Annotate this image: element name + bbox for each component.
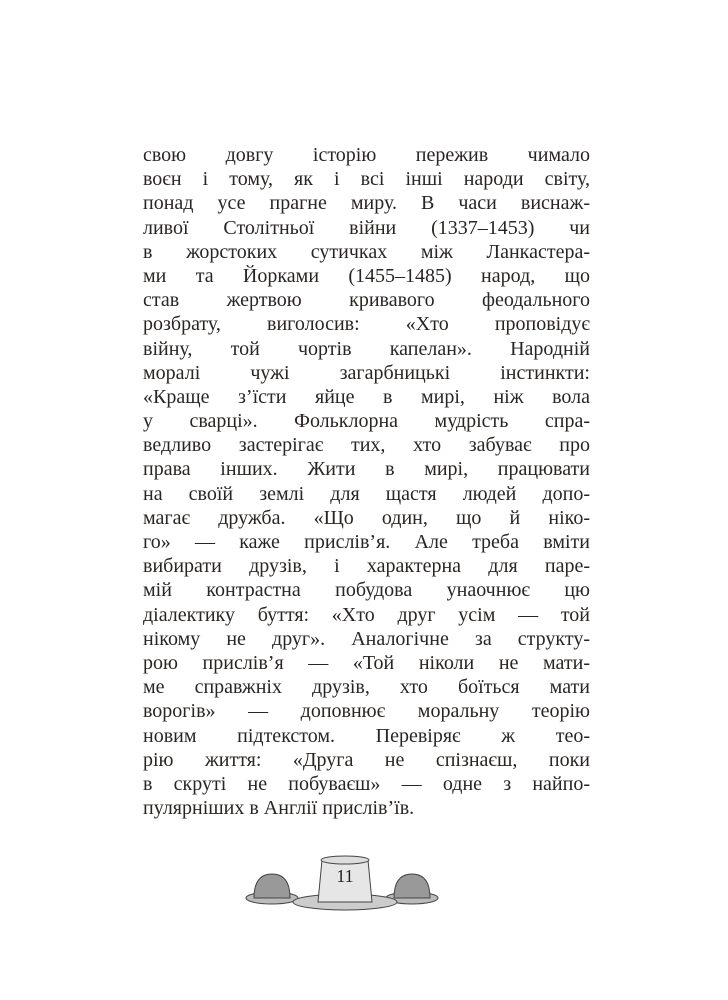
text-line: ми та Йорками (1455–1485) народ, що [143,264,590,287]
text-line: понад усе прагне миру. В часи виснаж- [143,192,590,215]
text-line: пулярніших в Англії прислів’їв. [143,797,415,820]
text-line: став жертвою кривавого феодального [143,289,590,312]
text-line: «Краще з’їсти яйце в мирі, ніж вола [143,385,590,408]
text-line: у сварці». Фольклорна мудрість спра- [143,410,590,433]
text-line: ливої Столітньої війни (1337–1453) чи [143,216,590,239]
text-line: ведливо застерігає тих, хто забуває про [143,434,590,457]
text-line: діалектику буття: «Хто друг усім — той [143,603,590,626]
text-line: нікому не друг». Аналогічне за структу- [143,627,590,650]
text-line: свою довгу історію пережив чимало [143,144,590,166]
text-line: воєн і тому, як і всі інші народи світу, [143,168,590,191]
page-footer-ornament [230,852,460,912]
text-line: права інших. Жити в мирі, працювати [143,458,590,481]
text-line: вибирати друзів, і характерна для паре- [143,555,590,578]
text-line: ме справжніх друзів, хто боїться мати [143,676,590,699]
text-line: війну, той чортів капелан». Народній [143,337,590,360]
page-number: 11 [336,866,354,886]
text-line: мій контрастна побудова унаочнює цю [143,579,590,602]
text-line: моралі чужі загарбницькі інстинкти: [143,361,590,384]
text-line: розбрату, виголосив: «Хто проповідує [143,313,590,336]
text-line: рою прислів’я — «Той ніколи не мати- [143,651,590,674]
text-line: рію життя: «Друга не спізнаєш, поки [143,748,590,771]
body-text [143,143,590,820]
text-line: го» — каже прислів’я. Але треба вміти [143,531,590,553]
text-line: новим підтекстом. Перевіряє ж тео- [143,724,590,747]
text-line: ворогів» — доповнює моральну теорію [143,700,590,723]
text-line: в жорстоких сутичках між Ланкастера- [143,240,590,263]
text-line: в скруті не побуваєш» — одне з найпо- [143,772,590,795]
text-line: магає дружба. «Що один, що й ніко- [143,506,590,529]
text-line: на своїй землі для щастя людей допо- [143,482,590,505]
